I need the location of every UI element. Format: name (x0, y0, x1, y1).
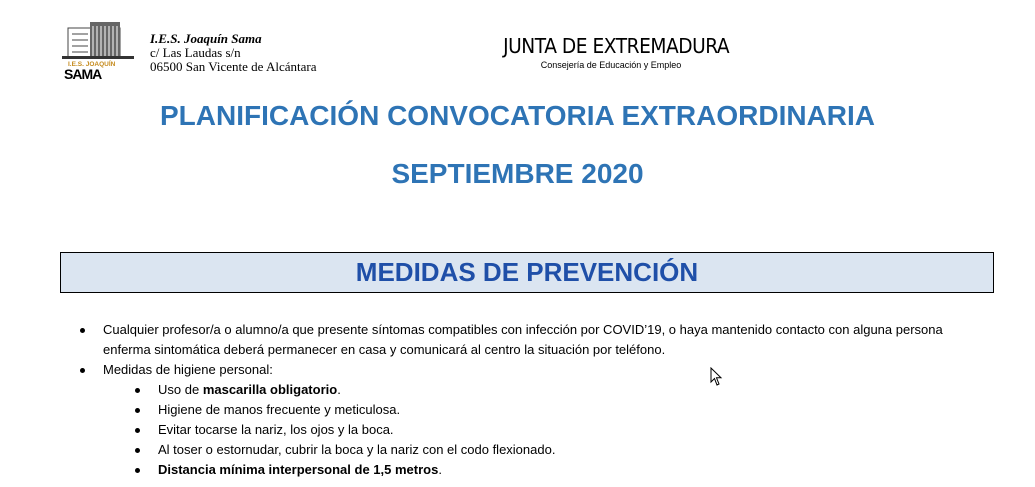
sub-list-item (0, 380, 1035, 400)
logo-word: SAMA (64, 66, 102, 80)
junta-logo (495, 34, 730, 70)
document-title-line2: SEPTIEMBRE 2020 (391, 158, 644, 189)
sub-item-text-end: . (438, 462, 442, 477)
school-address-line2: 06500 San Vicente de Alcántara (150, 59, 317, 74)
sub-item-bold: Distancia mínima interpersonal de 1,5 metros (158, 462, 439, 477)
document-title-line1: PLANIFICACIÓN CONVOCATORIA EXTRAORDINARIA (159, 100, 876, 131)
sub-list-item (0, 400, 1035, 420)
bullet-icon (135, 428, 140, 433)
bullet-icon (135, 408, 140, 413)
list-item (0, 320, 1035, 360)
sub-item-text: Higiene de manos frecuente y meticulosa. (158, 402, 401, 417)
list-item-text: Medidas de higiene personal: (103, 362, 273, 377)
mouse-pointer-icon (710, 367, 724, 387)
sub-list-item (0, 440, 1035, 460)
school-info (150, 32, 316, 74)
sub-item-bold: mascarilla obligatorio (202, 382, 338, 397)
list-item-text: Cualquier profesor/a o alumno/a que presente síntomas compatibles con infección por COVID’19, o haya mantenido contacto con alguna persona enferma sintomática deberá permanecer en casa y comunicará al centro la situación por teléfono. (103, 322, 943, 357)
school-logo (60, 20, 140, 80)
sub-item-text: Evitar tocarse la nariz, los ojos y la boca. (158, 422, 394, 437)
sub-list-item (0, 460, 1035, 480)
logo-caption: I.E.S. JOAQUÍN (68, 61, 116, 68)
bullet-icon (80, 368, 85, 373)
school-address-line1: c/ Las Laudas s/n (150, 45, 241, 60)
bullet-icon (80, 328, 85, 333)
school-name: I.E.S. Joaquín Sama (150, 31, 262, 46)
sub-item-text: Uso de (158, 382, 203, 397)
bullet-icon (135, 388, 140, 393)
bullet-list (0, 320, 1035, 480)
list-item (0, 360, 1035, 380)
bullet-icon (135, 468, 140, 473)
section-heading: MEDIDAS DE PREVENCIÓN (60, 252, 994, 293)
sub-item-text: Al toser o estornudar, cubrir la boca y la nariz con el codo flexionado. (158, 442, 556, 457)
junta-title: JUNTA DE EXTREMADURA (503, 34, 730, 58)
sub-list-item (0, 420, 1035, 440)
junta-subtitle: Consejería de Educación y Empleo (540, 60, 682, 70)
sub-item-text-end: . (337, 382, 341, 397)
bullet-icon (135, 448, 140, 453)
